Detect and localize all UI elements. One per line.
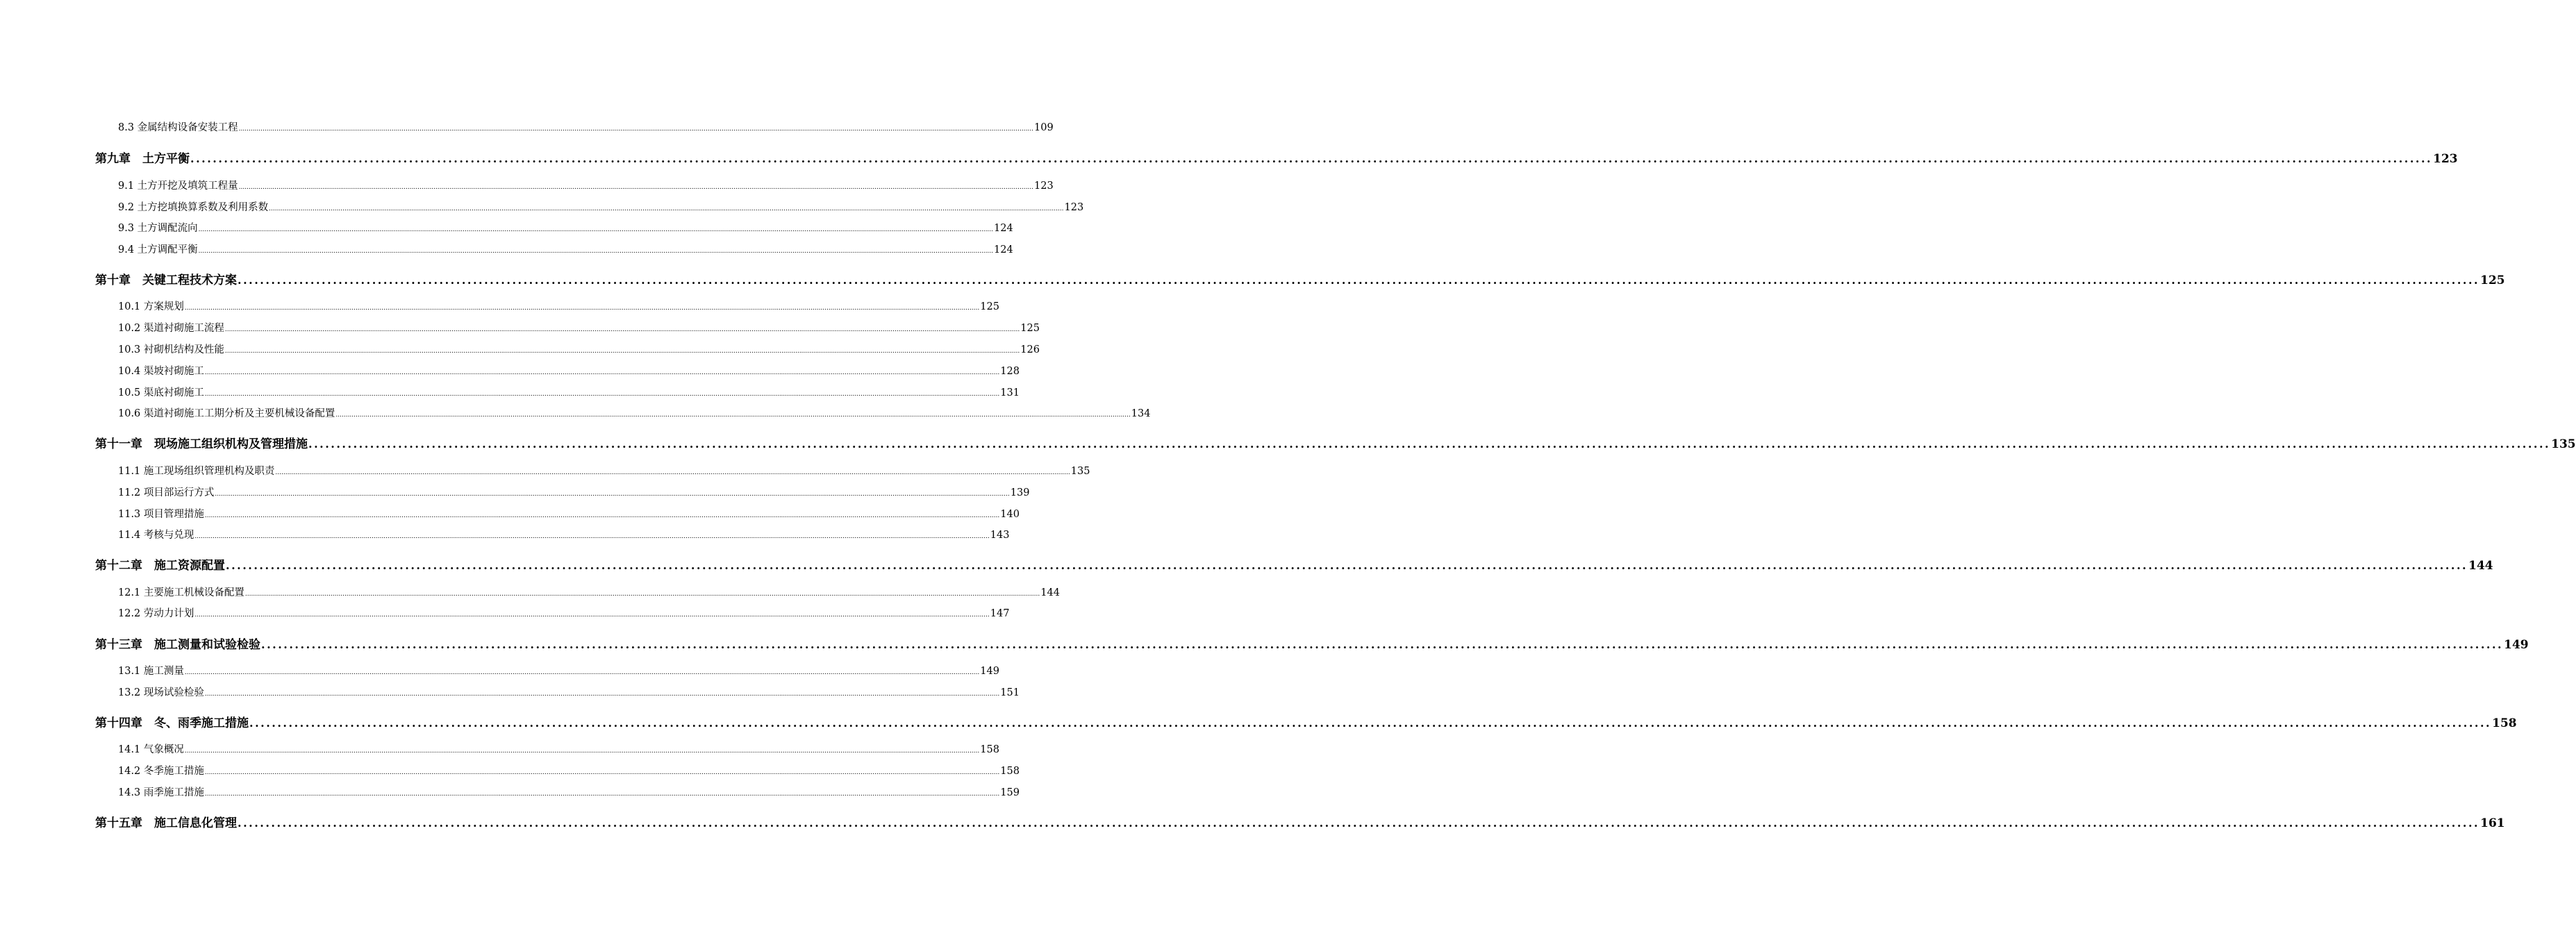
dot-leader: ................................................................................................................................................................................................................................................................................................................................................................................................................ — [184, 748, 980, 755]
toc-section-entry[interactable] — [118, 405, 1151, 420]
toc-entry-page-number: 147 — [990, 608, 1010, 619]
toc-entry-title: 11.4 考核与兑现 — [118, 530, 194, 541]
dot-leader: ................................................................................................................................................................................................................................................................................................................................................................................................................ — [204, 769, 1000, 776]
dot-leader: ................................................................................................................................................................................................................................................................................................................................................................................................................ — [238, 816, 2480, 830]
toc-entry-title: 9.1 土方开挖及填筑工程量 — [118, 180, 238, 192]
toc-section-entry[interactable] — [118, 385, 1020, 399]
dot-leader: ................................................................................................................................................................................................................................................................................................................................................................................................................ — [238, 184, 1034, 191]
toc-section-entry[interactable] — [118, 320, 1040, 335]
toc-entry-page-number: 125 — [980, 301, 999, 312]
toc-entry-title: 8.3 金属结构设备安装工程 — [118, 122, 238, 133]
dot-leader: ................................................................................................................................................................................................................................................................................................................................................................................................................ — [204, 391, 1000, 398]
toc-entry-title: 12.1 主要施工机械设备配置 — [118, 587, 244, 598]
toc-entry-title: 9.2 土方挖填换算系数及利用系数 — [118, 202, 269, 213]
dot-leader: ................................................................................................................................................................................................................................................................................................................................................................................................................ — [238, 126, 1034, 133]
toc-section-entry[interactable] — [118, 342, 1040, 356]
toc-chapter-entry[interactable] — [95, 713, 2517, 730]
toc-entry-title: 14.2 冬季施工措施 — [118, 766, 204, 777]
toc-entry-page-number: 149 — [2504, 638, 2529, 652]
toc-entry-page-number: 158 — [2492, 716, 2517, 730]
toc-section-entry[interactable] — [118, 220, 1013, 235]
toc-entry-title: 第十章 关键工程技术方案 — [95, 274, 237, 287]
toc-section-entry[interactable] — [118, 763, 1020, 778]
toc-entry-page-number: 123 — [1064, 202, 1084, 213]
toc-section-entry[interactable] — [118, 741, 999, 756]
dot-leader: ................................................................................................................................................................................................................................................................................................................................................................................................................ — [194, 533, 990, 540]
dot-leader: ................................................................................................................................................................................................................................................................................................................................................................................................................ — [190, 152, 2433, 165]
toc-entry-page-number: 144 — [1040, 587, 1060, 598]
toc-entry-page-number: 125 — [1020, 323, 1040, 334]
toc-entry-title: 13.1 施工测量 — [118, 666, 184, 677]
toc-entry-title: 10.2 渠道衬砌施工流程 — [118, 323, 224, 334]
dot-leader: ................................................................................................................................................................................................................................................................................................................................................................................................................ — [198, 248, 994, 255]
toc-entry-title: 10.6 渠道衬砌施工工期分析及主要机械设备配置 — [118, 408, 335, 419]
dot-leader: ................................................................................................................................................................................................................................................................................................................................................................................................................ — [308, 437, 2551, 451]
toc-section-entry[interactable] — [118, 299, 999, 313]
toc-entry-page-number: 143 — [990, 530, 1010, 541]
toc-section-entry[interactable] — [118, 178, 1054, 192]
dot-leader: ................................................................................................................................................................................................................................................................................................................................................................................................................ — [215, 491, 1010, 498]
toc-chapter-entry[interactable] — [95, 149, 2458, 166]
toc-entry-page-number: 159 — [1000, 787, 1020, 798]
toc-section-entry[interactable] — [118, 684, 1020, 699]
toc-section-entry[interactable] — [118, 242, 1013, 256]
toc-section-entry[interactable] — [118, 119, 1054, 134]
toc-section-entry[interactable] — [118, 605, 1010, 620]
toc-entry-title: 11.2 项目部运行方式 — [118, 487, 215, 498]
toc-section-entry[interactable] — [118, 585, 1060, 599]
toc-entry-page-number: 124 — [994, 223, 1013, 234]
dot-leader: ................................................................................................................................................................................................................................................................................................................................................................................................................ — [269, 205, 1064, 212]
dot-leader: ................................................................................................................................................................................................................................................................................................................................................................................................................ — [238, 274, 2480, 287]
dot-leader: ................................................................................................................................................................................................................................................................................................................................................................................................................ — [275, 469, 1070, 476]
toc-section-entry[interactable] — [118, 199, 1084, 214]
toc-entry-title: 9.3 土方调配流向 — [118, 223, 198, 234]
toc-chapter-entry[interactable] — [95, 634, 2529, 652]
dot-leader: ................................................................................................................................................................................................................................................................................................................................................................................................................ — [226, 559, 2468, 572]
dot-leader: ................................................................................................................................................................................................................................................................................................................................................................................................................ — [244, 591, 1040, 598]
toc-section-entry[interactable] — [118, 463, 1090, 478]
dot-leader: ................................................................................................................................................................................................................................................................................................................................................................................................................ — [184, 669, 980, 676]
toc-entry-page-number: 139 — [1010, 487, 1030, 498]
toc-entry-page-number: 158 — [1000, 766, 1020, 777]
toc-entry-page-number: 123 — [2433, 152, 2458, 166]
toc-entry-title: 第十二章 施工资源配置 — [95, 559, 225, 573]
dot-leader: ................................................................................................................................................................................................................................................................................................................................................................................................................ — [184, 305, 980, 312]
dot-leader: ................................................................................................................................................................................................................................................................................................................................................................................................................ — [249, 716, 2492, 730]
toc-entry-title: 第十一章 现场施工组织机构及管理措施 — [95, 437, 308, 451]
dot-leader: ................................................................................................................................................................................................................................................................................................................................................................................................................ — [224, 348, 1020, 355]
dot-leader: ................................................................................................................................................................................................................................................................................................................................................................................................................ — [261, 638, 2504, 651]
toc-entry-page-number: 135 — [2551, 437, 2576, 451]
toc-entry-page-number: 123 — [1034, 180, 1054, 192]
toc-entry-title: 第十三章 施工测量和试验检验 — [95, 638, 260, 652]
toc-entry-title: 14.1 气象概况 — [118, 744, 184, 755]
dot-leader: ................................................................................................................................................................................................................................................................................................................................................................................................................ — [224, 326, 1020, 333]
toc-entry-page-number: 125 — [2480, 274, 2505, 287]
toc-entry-title: 10.1 方案规划 — [118, 301, 184, 312]
toc-entry-page-number: 128 — [1000, 366, 1020, 377]
dot-leader: ................................................................................................................................................................................................................................................................................................................................................................................................................ — [194, 612, 990, 619]
toc-entry-title: 11.1 施工现场组织管理机构及职责 — [118, 466, 275, 477]
toc-chapter-entry[interactable] — [95, 813, 2505, 830]
toc-entry-title: 10.4 渠坡衬砌施工 — [118, 366, 204, 377]
toc-section-entry[interactable] — [118, 363, 1020, 378]
dot-leader: ................................................................................................................................................................................................................................................................................................................................................................................................................ — [204, 791, 1000, 798]
toc-chapter-entry[interactable] — [95, 434, 2576, 451]
dot-leader: ................................................................................................................................................................................................................................................................................................................................................................................................................ — [335, 412, 1131, 419]
toc-entry-title: 9.4 土方调配平衡 — [118, 244, 198, 255]
toc-entry-page-number: 131 — [1000, 387, 1020, 398]
toc-chapter-entry[interactable] — [95, 270, 2505, 287]
dot-leader: ................................................................................................................................................................................................................................................................................................................................................................................................................ — [204, 512, 1000, 519]
toc-entry-title: 10.3 衬砌机结构及性能 — [118, 344, 224, 355]
toc-entry-title: 第九章 土方平衡 — [95, 152, 190, 166]
toc-section-entry[interactable] — [118, 506, 1020, 521]
toc-entry-page-number: 124 — [994, 244, 1013, 255]
toc-section-entry[interactable] — [118, 485, 1030, 499]
toc-entry-page-number: 134 — [1131, 408, 1151, 419]
toc-entry-page-number: 126 — [1020, 344, 1040, 355]
toc-entry-page-number: 161 — [2480, 816, 2505, 830]
dot-leader: ................................................................................................................................................................................................................................................................................................................................................................................................................ — [204, 691, 1000, 698]
toc-entry-title: 10.5 渠底衬砌施工 — [118, 387, 204, 398]
toc-entry-page-number: 158 — [980, 744, 999, 755]
dot-leader: ................................................................................................................................................................................................................................................................................................................................................................................................................ — [198, 226, 994, 233]
toc-entry-page-number: 135 — [1070, 466, 1090, 477]
toc-entry-page-number: 149 — [980, 666, 999, 677]
toc-section-entry[interactable] — [118, 663, 999, 678]
toc-entry-title: 12.2 劳动力计划 — [118, 608, 194, 619]
toc-entry-title: 14.3 雨季施工措施 — [118, 787, 204, 798]
toc-section-entry[interactable] — [118, 527, 1010, 541]
toc-entry-title: 13.2 现场试验检验 — [118, 687, 204, 698]
toc-entry-page-number: 151 — [1000, 687, 1020, 698]
toc-entry-page-number: 109 — [1034, 122, 1054, 133]
toc-entry-title: 11.3 项目管理措施 — [118, 509, 204, 520]
toc-entry-title: 第十五章 施工信息化管理 — [95, 816, 237, 830]
toc-entry-title: 第十四章 冬、雨季施工措施 — [95, 716, 249, 730]
toc-section-entry[interactable] — [118, 784, 1020, 799]
toc-entry-page-number: 144 — [2468, 559, 2493, 573]
toc-entry-page-number: 140 — [1000, 509, 1020, 520]
toc-chapter-entry[interactable] — [95, 555, 2493, 573]
dot-leader: ................................................................................................................................................................................................................................................................................................................................................................................................................ — [204, 369, 1000, 376]
